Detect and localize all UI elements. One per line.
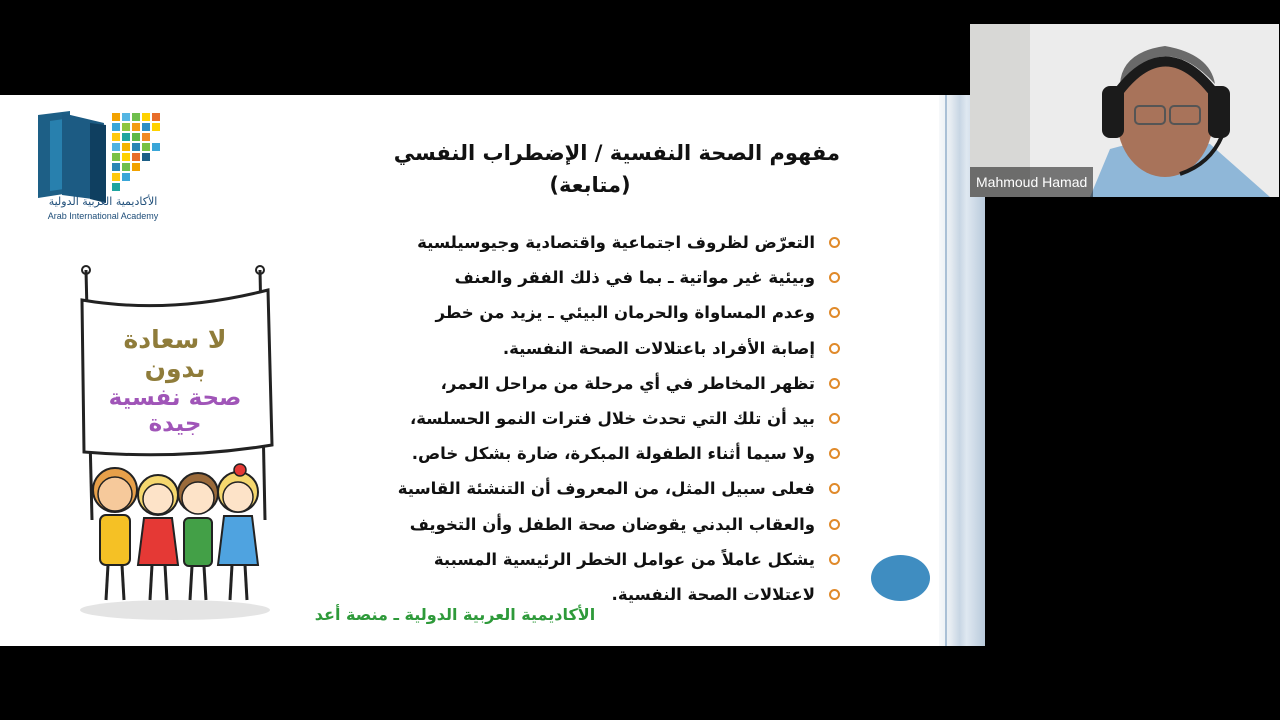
bullet-circle-icon	[829, 589, 840, 600]
bullet-circle-icon	[829, 483, 840, 494]
slide-title	[380, 137, 840, 201]
bullet-circle-icon	[829, 343, 840, 354]
bullet-item: والعقاب البدني يقوضان صحة الطفل وأن التخويف	[380, 507, 840, 542]
bullet-item: وبيئية غير مواتية ـ بما في ذلك الفقر والعنف	[380, 260, 840, 295]
bullet-item: وعدم المساواة والحرمان البيئي ـ يزيد من خطر	[380, 295, 840, 330]
kids-banner-illustration	[70, 260, 280, 630]
banner-text-line2: صحة نفسية جيدة	[108, 385, 242, 437]
bullet-circle-icon	[829, 237, 840, 248]
bullet-item: ولا سيما أثناء الطفولة المبكرة، ضارة بشكل خاص.	[380, 436, 840, 471]
bullet-circle-icon	[829, 554, 840, 565]
bullet-circle-icon	[829, 272, 840, 283]
bullet-item: لاعتلالات الصحة النفسية.	[380, 577, 840, 612]
academy-logo-english-name: Arab International Academy	[47, 211, 159, 221]
bullet-circle-icon	[829, 307, 840, 318]
bullet-item: يشكل عاملاً من عوامل الخطر الرئيسية المسببة	[380, 542, 840, 577]
banner-text-line1: لا سعادة بدون	[123, 325, 227, 383]
slide-title-main: مفهوم الصحة النفسية / الإضطراب النفسي	[393, 141, 840, 165]
participant-name-label: Mahmoud Hamad	[970, 167, 1093, 197]
bullet-item: فعلى سبيل المثل، من المعروف أن التنشئة القاسية	[380, 471, 840, 506]
bullet-circle-icon	[829, 448, 840, 459]
slide-bullet-list	[380, 225, 840, 612]
bullet-circle-icon	[829, 413, 840, 424]
academy-logo-arabic-name: الأكاديمية العربية الدولية	[48, 195, 158, 208]
shared-slide	[0, 95, 985, 646]
bullet-item: التعرّض لظروف اجتماعية واقتصادية وجيوسيلسية	[380, 225, 840, 260]
bullet-item: بيد أن تلك التي تحدث خلال فترات النمو الحسلسة،	[380, 401, 840, 436]
slide-title-sub: (متابعة)	[549, 173, 631, 197]
slide-footer: الأكاديمية العربية الدولية ـ منصة أعد	[314, 605, 596, 624]
bullet-circle-icon	[829, 378, 840, 389]
bullet-item: إصابة الأفراد باعتلالات الصحة النفسية.	[380, 331, 840, 366]
bullet-circle-icon	[829, 519, 840, 530]
blue-circle-shape	[871, 555, 930, 601]
bullet-item: تظهر المخاطر في أي مرحلة من مراحل العمر،	[380, 366, 840, 401]
